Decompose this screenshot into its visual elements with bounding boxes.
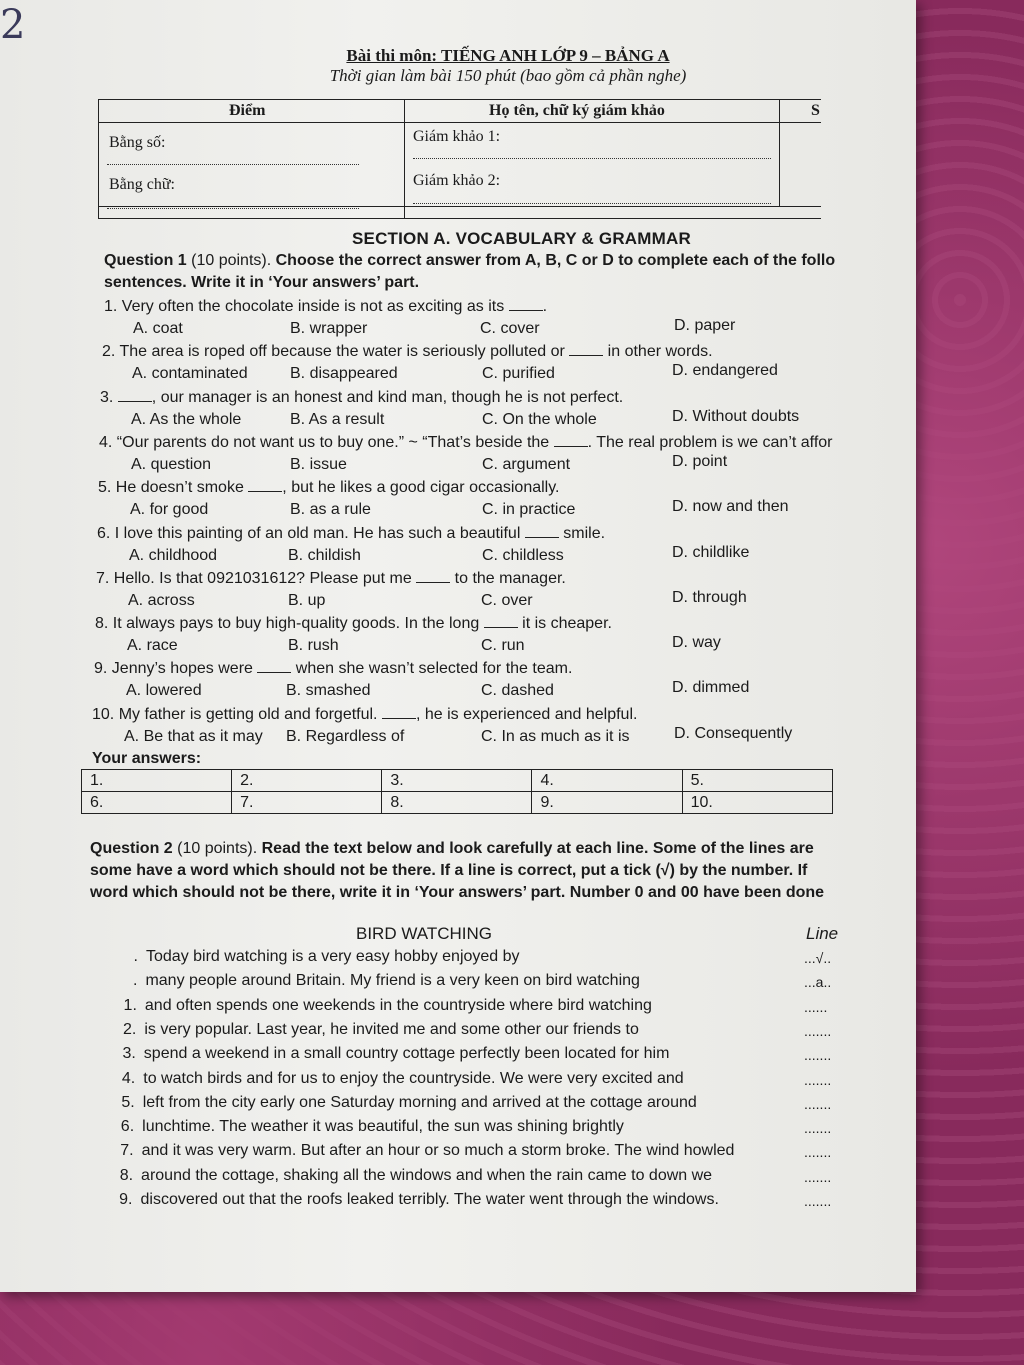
passage-line: discovered out that the roofs leaked terribly. The water went through the windows.	[140, 1191, 719, 1208]
answer-option: D. way	[672, 634, 721, 652]
question-2-instruction	[90, 838, 840, 904]
answer-option: B. Regardless of	[286, 727, 405, 745]
answer-option: C. argument	[482, 455, 571, 473]
question-2-label: Question 2	[90, 840, 173, 857]
stem-text: 8. It always pays to buy high-quality goods. In the long	[95, 615, 484, 633]
passage-line: to watch birds and for us to enjoy the countryside. We were very excited and	[143, 1069, 684, 1087]
answer-option: C. cover	[480, 320, 540, 337]
exam-subtitle: Thời gian làm bài 150 phút (bao gồm cả phần nghe)	[329, 66, 687, 85]
line-answer-slot[interactable]: ...a..	[804, 974, 832, 991]
line-answer-slot[interactable]: ...√..	[804, 950, 832, 966]
stem-text: .	[542, 298, 548, 315]
answer-option: A. lowered	[126, 682, 202, 700]
question-1-item-stem	[94, 660, 572, 678]
line-answer-slot[interactable]: .......	[804, 1047, 832, 1064]
exam-title: Bài thi môn: TIẾNG ANH LỚP 9 – BẢNG A	[346, 46, 670, 65]
stem-text: 5. He doesn’t smoke	[98, 479, 249, 497]
passage-line: Today bird watching is a very easy hobby enjoyed by	[146, 948, 520, 965]
answer-option: D. paper	[674, 317, 736, 334]
question-1-item-stem	[98, 479, 560, 497]
examiner-header: Họ tên, chữ ký giám khảo	[489, 102, 665, 119]
question-1-item-stem	[95, 615, 612, 633]
answer-option: D. through	[672, 588, 747, 606]
passage-line: many people around Britain. My friend is a very keen on bird watching	[145, 972, 640, 990]
stem-text: to the manager.	[450, 569, 566, 587]
examiner-1-label: Giám khảo 1:	[413, 128, 501, 145]
answer-blank	[525, 525, 559, 538]
line-number: 6.	[120, 1118, 135, 1136]
answer-option: D. Consequently	[674, 724, 793, 742]
dotted-line	[413, 158, 771, 159]
passage-line: is very popular. Last year, he invited me and some other our friends to	[144, 1020, 639, 1038]
section-title: SECTION A. VOCABULARY & GRAMMAR	[352, 229, 691, 248]
answer-blank	[509, 298, 543, 311]
answer-option: A. Be that as it may	[124, 727, 263, 745]
answer-option: C. in practice	[482, 501, 576, 519]
score-number-label: Bằng số:	[109, 134, 166, 151]
stem-text: when she wasn’t selected for the team.	[291, 660, 573, 678]
passage-line: left from the city early one Saturday morning and arrived at the cottage around	[142, 1093, 697, 1111]
extra-header: S	[811, 102, 820, 119]
answer-cell[interactable]: 6.	[82, 792, 232, 814]
answer-cell[interactable]: 2.	[232, 770, 382, 792]
answer-option: A. for good	[130, 501, 209, 519]
answer-option: A. race	[127, 637, 178, 655]
question-1-item-stem	[102, 343, 713, 361]
text-title: BIRD WATCHING	[356, 924, 492, 943]
stem-text: 1. Very often the chocolate inside is not as exciting as its	[104, 298, 509, 315]
line-answer-slot[interactable]: .......	[804, 1120, 832, 1137]
passage-line: and often spends one weekends in the countryside where bird watching	[144, 996, 652, 1014]
score-table-rule	[99, 206, 821, 207]
line-number: 9.	[119, 1191, 133, 1208]
dotted-line	[107, 208, 359, 209]
stem-text: , our manager is an honest and kind man, though he is not perfect.	[151, 388, 624, 406]
answer-option: B. issue	[290, 455, 347, 473]
line-number: .	[133, 948, 138, 965]
score-words-label: Bằng chữ:	[109, 176, 175, 193]
line-number: 3.	[122, 1045, 136, 1063]
question-1-instruction-line2: sentences. Write it in ‘Your answers’ part.	[104, 274, 420, 291]
answer-option: B. As a result	[290, 410, 385, 428]
line-answer-slot[interactable]: ......	[804, 998, 828, 1015]
answer-option: B. as a rule	[290, 501, 371, 519]
question-1-item-stem	[92, 706, 637, 724]
answer-option: C. In as much as it is	[481, 727, 630, 745]
answer-cell[interactable]: 8.	[382, 792, 532, 814]
score-table	[98, 99, 821, 219]
answer-blank	[257, 660, 291, 673]
answer-option: B. wrapper	[290, 320, 368, 337]
answer-option: A. question	[131, 455, 212, 473]
dotted-line	[107, 164, 359, 165]
stem-text: , he is experienced and helpful.	[415, 705, 638, 723]
line-answer-slot[interactable]: .......	[804, 1193, 832, 1209]
question-2-instruction-b: some have a word which should not be there. If a line is correct, put a tick (√) by the number. If	[90, 862, 808, 879]
question-1-item-stem	[99, 434, 833, 452]
passage-line: spend a weekend in a small country cottage perfectly been located for him	[143, 1045, 670, 1063]
line-number: 4.	[121, 1069, 136, 1087]
answer-option: A. As the whole	[131, 410, 242, 428]
answer-option: B. smashed	[286, 682, 371, 700]
answer-option: B. childish	[288, 546, 361, 564]
answer-blank	[416, 570, 450, 583]
answer-cell[interactable]: 9.	[532, 792, 682, 814]
answer-option: A. across	[128, 591, 195, 609]
answer-option: A. coat	[133, 320, 183, 337]
question-1-instruction	[104, 250, 894, 294]
answer-option: B. rush	[288, 637, 339, 655]
stem-text: , but he likes a good cigar occasionally.	[282, 479, 560, 497]
stem-text: 9. Jenny’s hopes were	[94, 660, 258, 678]
line-answer-slot[interactable]: .......	[804, 1022, 832, 1039]
line-number: 2.	[123, 1020, 137, 1038]
stem-text: . The real problem is we can’t affor	[587, 433, 833, 451]
question-1-item-stem	[96, 570, 566, 588]
passage-line: and it was very warm. But after an hour or so much a storm broke. The wind howled	[141, 1142, 735, 1160]
question-1-instruction-text: Choose the correct answer from A, B, C or D to complete each of the follo	[275, 252, 836, 269]
question-2-points: (10 points).	[172, 840, 262, 857]
passage-line: around the cottage, shaking all the windows and when the rain came to down we	[141, 1166, 713, 1184]
stem-text: 10. My father is getting old and forgetful.	[92, 705, 382, 723]
line-answer-slot[interactable]: .......	[804, 1168, 832, 1185]
line-answer-slot[interactable]: .......	[804, 1095, 832, 1112]
examiner-2-label: Giám khảo 2:	[413, 172, 501, 189]
answer-option: B. up	[288, 591, 326, 609]
answer-cell[interactable]: 3.	[382, 770, 532, 792]
line-number: 7.	[120, 1142, 134, 1160]
answer-blank	[569, 343, 603, 356]
line-number: 5.	[121, 1093, 135, 1111]
answer-option: D. Without doubts	[672, 407, 800, 425]
answer-option: C. purified	[482, 365, 555, 383]
passage-line: lunchtime. The weather it was beautiful, the sun was shining brightly	[142, 1118, 624, 1136]
answer-blank	[248, 479, 282, 492]
answer-option: D. now and then	[672, 498, 789, 516]
answer-option: C. On the whole	[482, 410, 597, 428]
answer-cell[interactable]: 7.	[232, 792, 382, 814]
answer-option: A. childhood	[129, 546, 218, 564]
answer-option: C. over	[481, 591, 533, 609]
score-table-divider	[779, 122, 780, 206]
answer-option: C. childless	[482, 546, 564, 564]
your-answers-label: Your answers:	[92, 750, 202, 767]
answer-option: B. disappeared	[290, 365, 398, 383]
answer-option: C. run	[481, 637, 525, 655]
question-2-instruction-a: Read the text below and look carefully at each line. Some of the lines are	[261, 840, 814, 857]
stem-text: it is cheaper.	[517, 615, 612, 633]
answer-blank	[554, 434, 588, 447]
answer-option: C. dashed	[481, 682, 554, 700]
answer-blank	[484, 615, 518, 628]
answer-option: D. point	[672, 452, 728, 470]
answer-cell[interactable]: 5.	[682, 770, 832, 792]
question-1-label: Question 1	[104, 252, 187, 269]
question-2-instruction-c: word which should not be there, write it in ‘Your answers’ part. Number 0 and 00 have been done	[90, 884, 825, 901]
dotted-line	[413, 203, 771, 204]
line-number: 1.	[123, 996, 137, 1014]
answers-table	[81, 769, 833, 814]
score-table-divider	[404, 100, 405, 218]
question-1-item-stem	[100, 389, 623, 407]
stem-text: 6. I love this painting of an old man. He has such a beautiful	[97, 524, 525, 542]
line-answer-slot[interactable]: .......	[804, 1144, 832, 1161]
answer-option: D. endangered	[672, 362, 778, 380]
question-1-item-stem	[97, 525, 605, 543]
line-number: 8.	[119, 1166, 134, 1184]
stem-text: smile.	[558, 524, 606, 542]
line-number: .	[132, 972, 138, 990]
answer-cell[interactable]: 4.	[532, 770, 682, 792]
stem-text: in other words.	[603, 343, 713, 361]
stem-text: 4. “Our parents do not want us to buy one.” ~ “That’s beside the	[99, 433, 554, 451]
score-table-divider	[779, 100, 780, 122]
corner-handwritten-mark: 2	[0, 2, 26, 48]
answer-blank	[382, 706, 416, 719]
answer-blank	[118, 389, 152, 402]
answer-option: D. dimmed	[672, 679, 750, 697]
answer-option: D. childlike	[672, 543, 750, 561]
score-header: Điểm	[229, 102, 266, 119]
score-table-rule	[99, 122, 821, 123]
stem-text: 7. Hello. Is that 0921031612? Please put me	[96, 569, 417, 587]
question-1-points: (10 points).	[186, 252, 276, 269]
question-1-item-stem	[104, 298, 547, 316]
answer-cell[interactable]: 1.	[82, 770, 232, 792]
stem-text: 2. The area is roped off because the water is seriously polluted or	[102, 343, 570, 361]
answer-option: A. contaminated	[132, 365, 248, 383]
stem-text: 3.	[100, 388, 118, 406]
answer-cell[interactable]: 10.	[682, 792, 832, 814]
line-answer-slot[interactable]: .......	[804, 1071, 832, 1088]
line-column-header: Line	[806, 924, 839, 943]
